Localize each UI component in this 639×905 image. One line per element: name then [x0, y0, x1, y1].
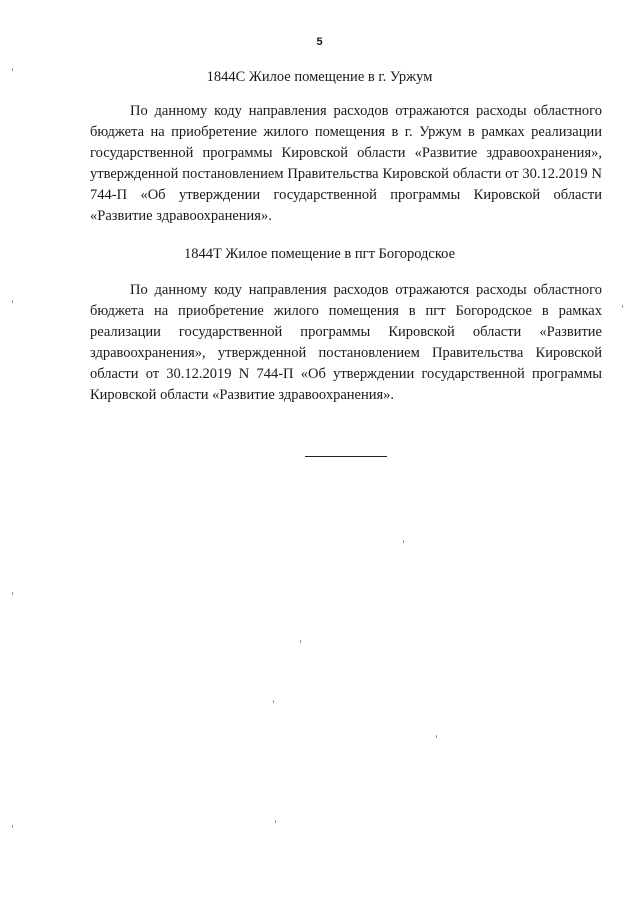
scan-speck	[12, 68, 13, 71]
scan-speck	[275, 820, 276, 823]
page-number: 5	[316, 36, 323, 48]
scan-speck	[403, 540, 404, 543]
scan-speck	[436, 735, 437, 738]
scan-speck	[12, 825, 13, 828]
section-heading-urzhum: 1844С Жилое помещение в г. Уржум	[206, 69, 433, 85]
section-heading-bogorodskoe: 1844Т Жилое помещение в пгт Богородское	[183, 246, 456, 262]
scan-speck	[12, 592, 13, 595]
scan-speck	[273, 700, 274, 703]
scan-speck	[300, 640, 301, 643]
scan-speck	[622, 305, 623, 308]
scan-speck	[12, 300, 13, 303]
section-text-bogorodskoe: По данному коду направления расходов отражаются расходы областного бюджета на приобретение жилого помещения в пгт Богородское в рамках реализации государственной программы Кировской области «Развитие здравоохранения», утвержденной постановлением Правительства Кировской области от 30.12.2019 N 744-П «Об утверждении государственной программы Кировской области «Развитие здравоохранения».	[90, 282, 602, 403]
section-text-urzhum: По данному коду направления расходов отражаются расходы областного бюджета на приобретение жилого помещения в г. Уржум в рамках реализации государственной программы Кировской области «Развитие здравоохранения», утвержденной постановлением Правительства Кировской области от 30.12.2019 N 744-П «Об утверждении государственной программы Кировской области «Развитие здравоохранения».	[90, 103, 602, 224]
end-of-document-rule	[305, 456, 387, 457]
